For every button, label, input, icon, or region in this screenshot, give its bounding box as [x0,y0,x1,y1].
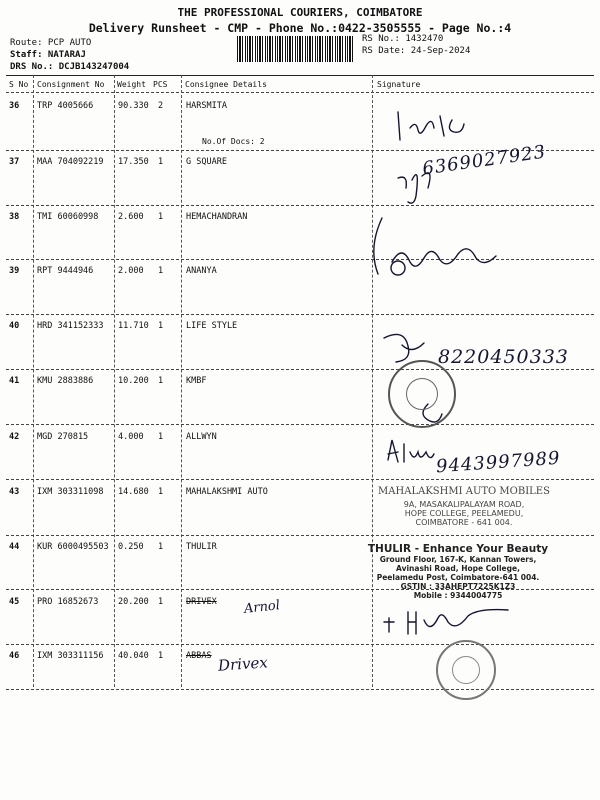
row-consignment: IXM 303311156 [37,651,104,661]
handwritten-name-arnol: Arnol [243,598,281,617]
row-sno: 39 [9,266,20,276]
handwritten-phone-3: 9443997989 [435,447,562,478]
stamp-address-line: Avinashi Road, Hope College, [396,564,520,573]
signature-stroke [398,112,464,140]
drs-number: DRS No.: DCJB143247004 [10,62,130,72]
row-weight: 14.680 [118,487,149,497]
row-consignment: HRD 341152333 [37,321,104,331]
stamp-address-line: GSTIN : 33AHEPT7225K1Z3 [400,582,516,591]
row-consignee: ANANYA [186,266,217,276]
row-sno: 42 [9,432,20,442]
row-pcs: 1 [158,321,164,331]
stamp-company-name: MAHALAKSHMI AUTO MOBILES [378,486,550,497]
row-consignee: DRIVEX [186,597,217,607]
rs-date: RS Date: 24-Sep-2024 [362,46,471,56]
row-consignment: KMU 2883886 [37,376,94,386]
row-pcs: 1 [158,376,164,386]
col-header-consignment: Consignment No [37,80,105,89]
row-pcs: 1 [158,597,164,607]
row-weight: 2.000 [118,266,144,276]
round-seal [436,640,496,700]
row-consignee: LIFE STYLE [186,321,238,331]
runsheet-subtitle: Delivery Runsheet - CMP - Phone No.:0422-3505555 - Page No.:4 [88,21,512,35]
row-pcs: 1 [158,487,164,497]
row-sno: 45 [9,597,20,607]
row-consignee: HARSMITA [186,101,227,111]
row-consignment: TMI 60060998 [37,212,99,222]
row-consignee: ABBAS [186,651,212,661]
col-header-consignee: Consignee Details [185,80,267,89]
row-sno: 38 [9,212,20,222]
mahalakshmi-stamp [366,486,562,527]
row-weight: 11.710 [118,321,149,331]
signature-stroke [384,610,508,634]
row-pcs: 1 [158,212,164,222]
row-consignment: TRP 4005666 [37,101,94,111]
row-sno: 36 [9,101,20,111]
row-pcs: 1 [158,157,164,167]
row-consignee: MAHALAKSHMI AUTO [186,487,268,497]
row-consignment: KUR 6000495503 [37,542,109,552]
row-weight: 4.000 [118,432,144,442]
row-weight: 20.200 [118,597,149,607]
row-note: No.Of Docs: 2 [202,137,265,146]
stamp-address-line: HOPE COLLEGE, PEELAMEDU, [404,509,524,518]
col-header-sno: S No [9,80,29,89]
row-sno: 41 [9,376,20,386]
row-sno: 43 [9,487,20,497]
stamp-address-line: 9A, MASAKALIPALAYAM ROAD, [403,500,525,509]
row-pcs: 1 [158,432,164,442]
row-consignment: MAA 704092219 [37,157,104,167]
handwritten-name-drivex: Drivex [217,653,269,675]
col-header-pcs: PCS [153,80,168,89]
row-pcs: 2 [158,101,164,111]
row-consignee: ALLWYN [186,432,217,442]
stamp-address-line: Mobile : 9344004775 [413,591,503,600]
staff-label: Staff: NATARAJ [10,50,86,60]
row-weight: 2.600 [118,212,144,222]
row-weight: 10.200 [118,376,149,386]
rs-number: RS No.: 1432470 [362,34,444,44]
stamp-address-line: Ground Floor, 167-K, Kannan Towers, [379,555,537,564]
signature-stroke [391,261,405,275]
col-header-weight: Weight [117,80,146,89]
col-header-signature: Signature [377,80,421,89]
row-pcs: 1 [158,542,164,552]
stamp-address-line: Peelamedu Post, Coimbatore-641 004. [376,573,540,582]
row-weight: 90.330 [118,101,149,111]
company-title: THE PROFESSIONAL COURIERS, COIMBATORE [177,6,423,19]
signature-stroke [384,334,424,362]
route-label: Route: PCP AUTO [10,38,92,48]
row-pcs: 1 [158,651,164,661]
row-consignee: THULIR [186,542,217,552]
thulir-stamp [360,543,556,600]
handwritten-phone-2: 8220450333 [438,346,569,368]
row-sno: 44 [9,542,20,552]
row-consignee: HEMACHANDRAN [186,212,248,222]
row-sno: 40 [9,321,20,331]
stamp-company-name: THULIR - Enhance Your Beauty [367,543,549,555]
row-consignee: G SQUARE [186,157,227,167]
row-weight: 0.250 [118,542,144,552]
row-pcs: 1 [158,266,164,276]
row-consignment: IXM 303311098 [37,487,104,497]
round-seal [388,360,456,428]
signature-stroke [388,440,434,462]
stamp-address-line: COIMBATORE - 641 004. [415,518,513,527]
row-sno: 37 [9,157,20,167]
row-weight: 40.040 [118,651,149,661]
row-consignment: MGD 270815 [37,432,89,442]
row-consignee: KMBF [186,376,207,386]
row-consignment: RPT 9444946 [37,266,94,276]
row-consignment: PRO 16852673 [37,597,99,607]
row-sno: 46 [9,651,20,661]
row-weight: 17.350 [118,157,149,167]
handwritten-phone-1: 6369027923 [421,141,548,180]
